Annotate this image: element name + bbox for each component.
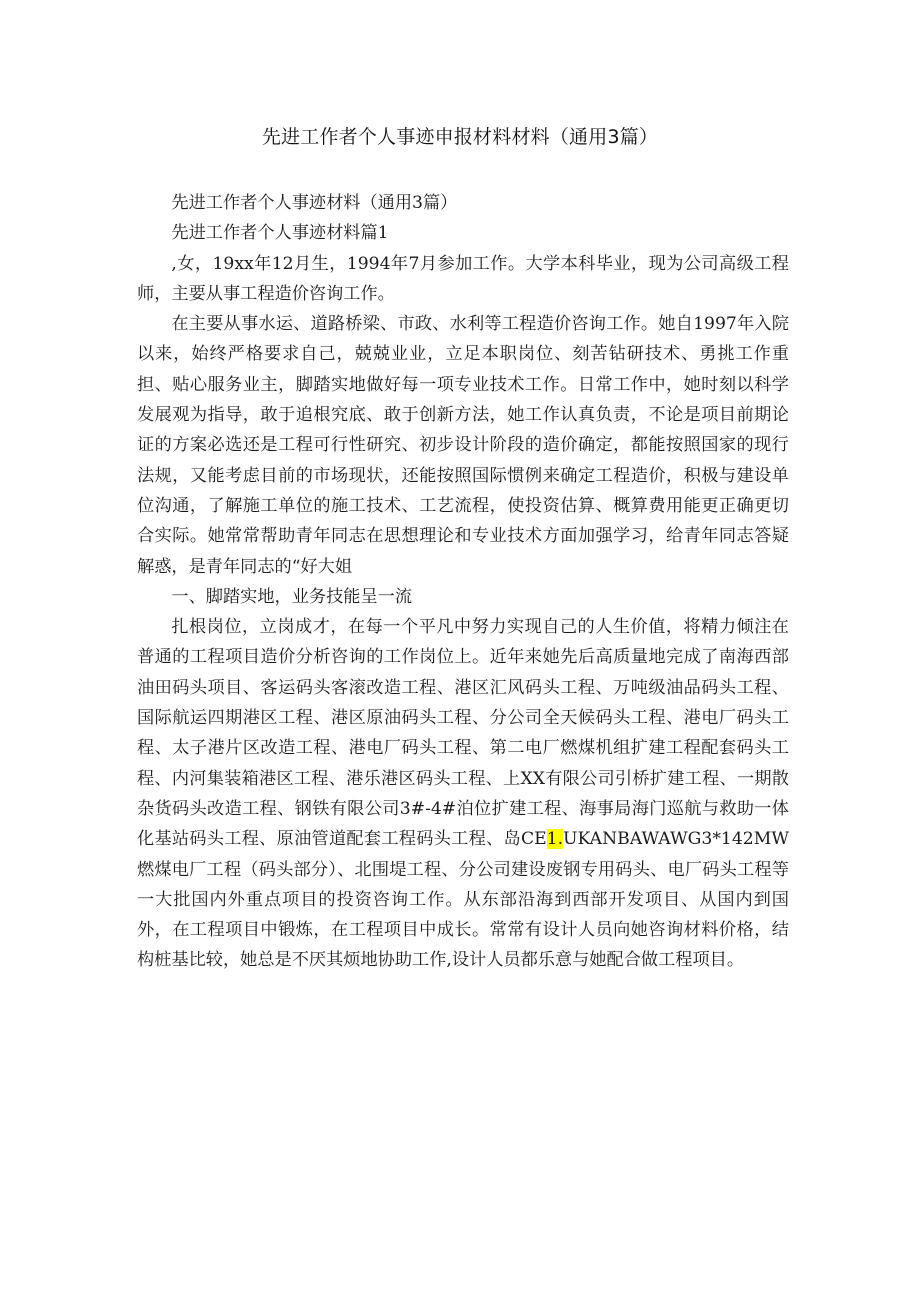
document-title: 先进工作者个人事迹申报材料材料（通用3篇） [261, 126, 659, 148]
paragraph-1: ,女，19xx年12月生，1994年7月参加工作。大学本科毕业，现为公司高级工程师，主要从事工程造价咨询工作。 [137, 253, 789, 304]
paragraph-3 [137, 612, 789, 976]
highlighted-text: 1. [546, 829, 564, 850]
paragraph-2: 在主要从事水运、道路桥梁、市政、水利等工程造价咨询工作。她自1997年入院以来，始终严格要求自己，兢兢业业，立足本职岗位、刻苦钻研技术、勇挑工作重担、贴心服务业主，脚踏实地做好每一项专业技术工作。日常工作中，她时刻以科学发展观为指导，敢于追根究底、敢于创新方法，她工作认真负责，不论是项目前期论证的方案必选还是工程可行性研究、初步设计阶段的造价确定，都能按照国家的现行法规，又能考虑目前的市场现状，还能按照国际惯例来确定工程造价，积极与建设单位沟通，了解施工单位的施工技术、工艺流程，使投资估算、概算费用能更正确更切合实际。她常常帮助青年同志在思想理论和专业技术方面加强学习，给青年同志答疑解惑，是青年同志的“好大姐 [137, 314, 789, 577]
document-subtitle: 先进工作者个人事迹材料（通用3篇） [171, 193, 458, 213]
document-body [137, 188, 789, 976]
paragraph-3-part-b: UKANBAWAWG3*142MW燃煤电厂工程（码头部分）、北围堤工程、分公司建设废钢专用码头、电厂码头工程等一大批国内外重点项目的投资咨询工作。从东部沿海到西部开发项目、从国内到国外，在工程项目中锻炼，在工程项目中成长。常常有设计人员向她咨询材料价格，结构桩基比较，她总是不厌其烦地协助工作,设计人员都乐意与她配合做工程项目。 [137, 829, 789, 971]
paragraph-3-part-a: 扎根岗位，立岗成才，在每一个平凡中努力实现自己的人生价值，将精力倾注在普通的工程项目造价分析咨询的工作岗位上。近年来她先后高质量地完成了南海西部油田码头项目、客运码头客滚改造工程、港区汇风码头工程、万吨级油品码头工程、国际航运四期港区工程、港区原油码头工程、分公司全天候码头工程、港电厂码头工程、太子港片区改造工程、港电厂码头工程、第二电厂燃煤机组扩建工程配套码头工程、内河集装箱港区工程、港乐港区码头工程、上XX有限公司引桥扩建工程、一期散杂货码头改造工程、钢铁有限公司3#-4#泊位扩建工程、海事局海门巡航与救助一体化基站码头工程、原油管道配套工程码头工程、岛CE [137, 617, 789, 850]
subheading-1: 一、脚踏实地，业务技能呈一流 [171, 586, 413, 607]
section-heading: 先进工作者个人事迹材料篇1 [171, 223, 389, 244]
